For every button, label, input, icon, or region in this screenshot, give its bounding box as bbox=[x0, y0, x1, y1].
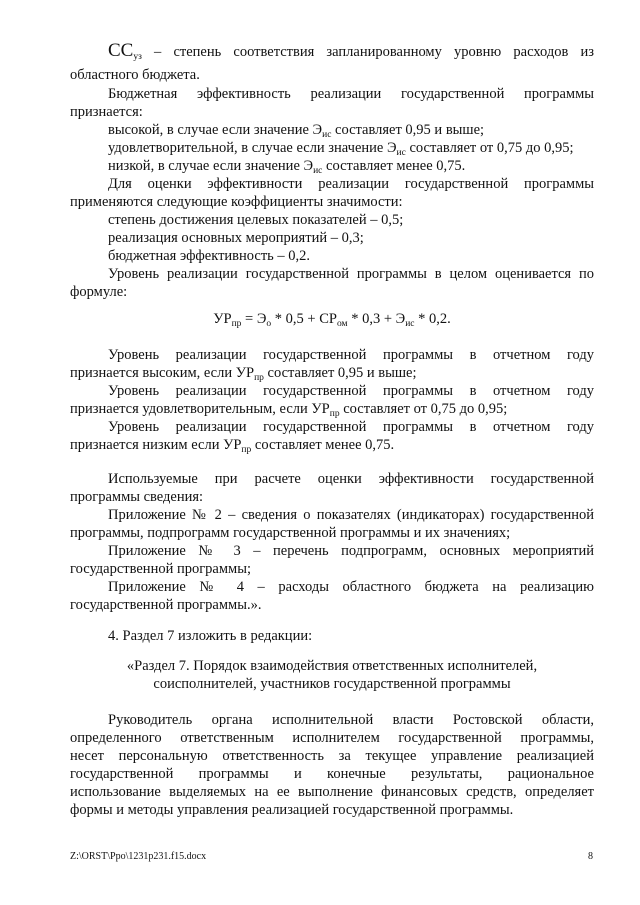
cc-definition-continuation: областного бюджета. bbox=[70, 67, 200, 83]
footer-file-path: Z:\ORST\Ppo\1231p231.f15.docx bbox=[70, 851, 207, 862]
level-low-text: признается низким если УР bbox=[70, 437, 242, 453]
appendix-4-line1: Приложение № 4 – расходы областного бюджета на реализацию bbox=[108, 579, 594, 595]
criteria-low bbox=[108, 157, 465, 177]
criteria-satisfactory bbox=[108, 139, 574, 159]
level-low-value: составляет менее 0,75. bbox=[251, 437, 395, 453]
level-satisfactory-line2 bbox=[70, 400, 507, 420]
criteria-satisfactory-sub: ис bbox=[396, 148, 406, 158]
criteria-satisfactory-text: удовлетворительной, в случае если значение Э bbox=[108, 140, 397, 156]
formula-part: УР bbox=[213, 311, 232, 327]
budget-para-line1: Бюджетная эффективность реализации государственной программы bbox=[108, 86, 594, 102]
level-satisfactory-value: составляет от 0,75 до 0,95; bbox=[339, 401, 508, 417]
criteria-high-text: высокой, в случае если значение Э bbox=[108, 122, 323, 138]
formula-sub: о bbox=[266, 319, 272, 329]
formula-part: = Э bbox=[241, 311, 267, 327]
appendix-2-line1: Приложение № 2 – сведения о показателях (индикаторах) государственной bbox=[108, 507, 594, 523]
criteria-low-value: составляет менее 0,75. bbox=[322, 158, 466, 174]
used-para-line1: Используемые при расчете оценки эффективности государственной bbox=[108, 471, 594, 487]
item-4: 4. Раздел 7 изложить в редакции: bbox=[108, 628, 313, 644]
level-high-line2 bbox=[70, 364, 417, 384]
cc-definition-text: – степень соответствия запланированному уровню расходов из bbox=[141, 44, 594, 60]
final-para-line: использование выделяемых на ее выполнение финансовых средств, определяет bbox=[70, 784, 594, 800]
criteria-high bbox=[108, 121, 484, 141]
level-satisfactory-line1: Уровень реализации государственной программы в отчетном году bbox=[108, 383, 594, 399]
cc-symbol-subscript: уз bbox=[133, 52, 142, 62]
formula-part: * 0,5 + СР bbox=[271, 311, 337, 327]
level-low-sub: пр bbox=[241, 445, 252, 455]
formula-sub: ис bbox=[405, 319, 415, 329]
section-heading-line1: «Раздел 7. Порядок взаимодействия ответственных исполнителей, bbox=[126, 658, 538, 674]
used-para-line2: программы сведения: bbox=[70, 489, 204, 505]
formula bbox=[70, 310, 594, 330]
final-para-line: государственной программы и конечные результаты, рациональное bbox=[70, 766, 594, 782]
final-para-line: Руководитель органа исполнительной власти Ростовской области, bbox=[108, 712, 594, 728]
weight-item-activities: реализация основных мероприятий – 0,3; bbox=[108, 230, 364, 246]
formula-part: * 0,2. bbox=[414, 311, 451, 327]
criteria-low-text: низкой, в случае если значение Э bbox=[108, 158, 314, 174]
cc-symbol: СС bbox=[108, 40, 134, 61]
level-low-line2 bbox=[70, 436, 394, 456]
criteria-high-sub: ис bbox=[322, 130, 332, 140]
weight-item-targets: степень достижения целевых показателей – 0,5; bbox=[108, 212, 404, 228]
criteria-satisfactory-value: составляет от 0,75 до 0,95; bbox=[405, 140, 574, 156]
cc-definition-line bbox=[108, 42, 594, 63]
level-high-value: составляет 0,95 и выше; bbox=[263, 365, 417, 381]
level-satisfactory-sub: пр bbox=[329, 409, 340, 419]
level-low-line1: Уровень реализации государственной программы в отчетном году bbox=[108, 419, 594, 435]
weight-item-budget: бюджетная эффективность – 0,2. bbox=[108, 248, 311, 264]
appendix-2-line2: программы, подпрограмм государственной программы и их значениях; bbox=[70, 525, 511, 541]
level-high-text: признается высоким, если УР bbox=[70, 365, 255, 381]
final-para-line: формы и методы управления реализацией государственной программы. bbox=[70, 802, 514, 818]
overall-para-line1: Уровень реализации государственной программы в целом оценивается по bbox=[108, 266, 594, 282]
appendix-4-line2: государственной программы.». bbox=[70, 597, 262, 613]
formula-part: * 0,3 + Э bbox=[347, 311, 406, 327]
level-high-sub: пр bbox=[254, 373, 264, 383]
section-heading-line2: соисполнителей, участников государственной программы bbox=[153, 676, 511, 692]
level-high-line1: Уровень реализации государственной программы в отчетном году bbox=[108, 347, 594, 363]
formula-sub: пр bbox=[231, 319, 242, 329]
final-para-line: определенного ответственным исполнителем государственной программы, bbox=[70, 730, 594, 746]
overall-para-line2: формуле: bbox=[70, 284, 128, 300]
criteria-high-value: составляет 0,95 и выше; bbox=[331, 122, 485, 138]
footer-page-number: 8 bbox=[588, 851, 593, 862]
budget-para-line2: признается: bbox=[70, 104, 143, 120]
criteria-low-sub: ис bbox=[313, 166, 323, 176]
appendix-3-line1: Приложение № 3 – перечень подпрограмм, основных мероприятий bbox=[108, 543, 594, 559]
weights-para-line1: Для оценки эффективности реализации государственной программы bbox=[108, 176, 594, 192]
appendix-3-line2: государственной программы; bbox=[70, 561, 251, 577]
final-para-line: несет персональную ответственность за текущее управление реализацией bbox=[70, 748, 594, 764]
formula-sub: ом bbox=[336, 319, 348, 329]
level-satisfactory-text: признается удовлетворительным, если УР bbox=[70, 401, 330, 417]
weights-para-line2: применяются следующие коэффициенты значимости: bbox=[70, 194, 403, 210]
